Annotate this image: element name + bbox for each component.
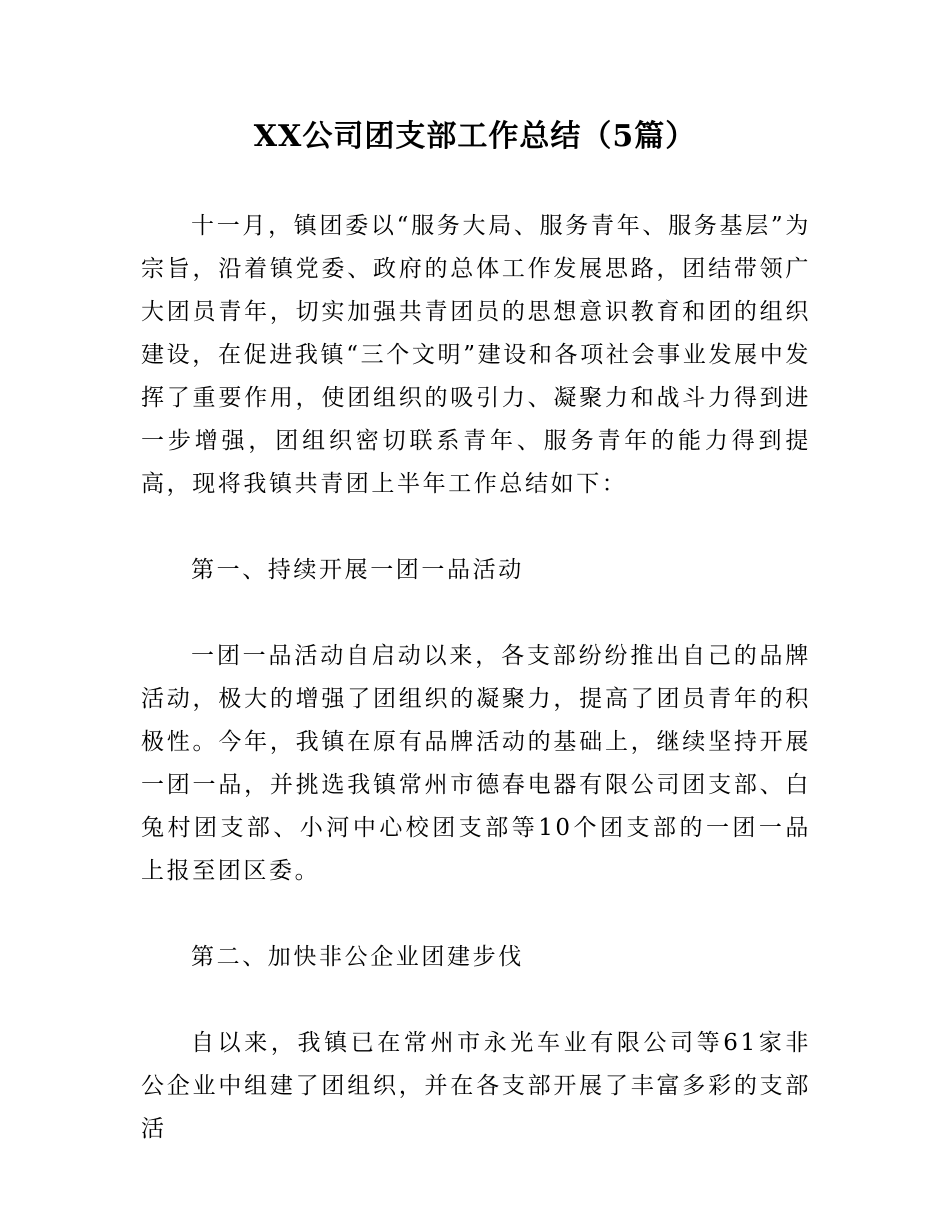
section-heading-1: 第一、持续开展一团一品活动 bbox=[191, 557, 524, 583]
section-paragraph-2: 自以来，我镇已在常州市永光车业有限公司等61家非公企业中组建了团组织，并在各支部开展了丰富多彩的支部活 bbox=[141, 1030, 811, 1142]
section-paragraph-1: 一团一品活动自启动以来，各支部纷纷推出自己的品牌活动，极大的增强了团组织的凝聚力，提高了团员青年的积极性。今年，我镇在原有品牌活动的基础上，继续坚持开展一团一品，并挑选我镇常州市德春电器有限公司团支部、白兔村团支部、小河中心校团支部等10个团支部的一团一品上报至团区委。 bbox=[141, 643, 811, 884]
intro-paragraph: 十一月，镇团委以“服务大局、服务青年、服务基层”为宗旨，沿着镇党委、政府的总体工作发展思路，团结带领广大团员青年，切实加强共青团员的思想意识教育和团的组织建设，在促进我镇“三个文明”建设和各项社会事业发展中发挥了重要作用，使团组织的吸引力、凝聚力和战斗力得到进一步增强，团组织密切联系青年、服务青年的能力得到提高，现将我镇共青团上半年工作总结如下： bbox=[141, 213, 811, 497]
paragraph-gap bbox=[141, 893, 811, 936]
document-body bbox=[141, 205, 811, 1151]
section-heading-2: 第二、加快非公企业团建步伐 bbox=[191, 944, 524, 970]
paragraph-gap bbox=[141, 506, 811, 549]
paragraph-gap bbox=[141, 979, 811, 1022]
paragraph-gap bbox=[141, 592, 811, 635]
document-title: XX公司团支部工作总结（5篇） bbox=[253, 119, 697, 154]
